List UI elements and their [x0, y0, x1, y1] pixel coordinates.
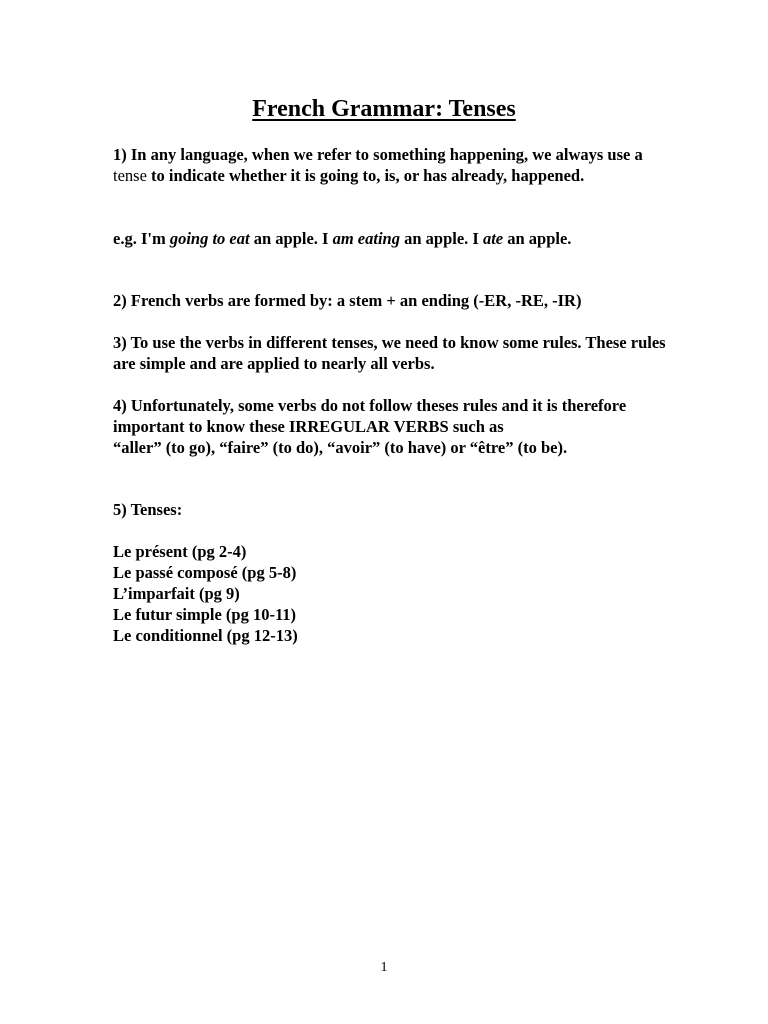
example-am-eating: am eating	[332, 229, 400, 248]
point-1-term-tense: tense	[113, 166, 147, 185]
example-going-to-eat: going to eat	[169, 229, 250, 248]
example-sentence	[113, 228, 673, 249]
list-item: Le futur simple (pg 10-11)	[113, 605, 297, 624]
page-number: 1	[380, 960, 388, 975]
point-4-text: 4) Unfortunately, some verbs do not follow theses rules and it is therefore important to know these IRREGULAR VERBS such as	[113, 396, 627, 436]
point-5-heading: 5) Tenses:	[113, 500, 183, 519]
example-text-g: an apple.	[503, 229, 572, 248]
point-1-text-a: 1) In any language, when we refer to something happening, we always use a	[113, 145, 643, 164]
example-text-e: an apple. I	[399, 229, 483, 248]
point-4-irregular-verbs: “aller” (to go), “faire” (to do), “avoir” (to have) or “être” (to be).	[113, 438, 568, 457]
list-item: L’imparfait (pg 9)	[113, 584, 240, 603]
point-3: 3) To use the verbs in different tenses, we need to know some rules. These rules are simple and are applied to nearly all verbs.	[113, 333, 666, 373]
example-ate: ate	[482, 229, 504, 248]
list-item: Le présent (pg 2-4)	[113, 542, 247, 561]
point-1	[113, 144, 673, 186]
point-4	[113, 395, 673, 458]
example-text-c: an apple. I	[249, 229, 333, 248]
example-text-a: e.g. I'm	[113, 229, 170, 248]
point-1-text-c: to indicate whether it is going to, is, or has already, happened.	[146, 166, 585, 185]
list-item: Le passé composé (pg 5-8)	[113, 563, 297, 582]
tenses-list	[113, 541, 673, 646]
list-item: Le conditionnel (pg 12-13)	[113, 626, 298, 645]
page-title: French Grammar: Tenses	[252, 96, 516, 122]
point-2: 2) French verbs are formed by: a stem + an ending (-ER, -RE, -IR)	[113, 291, 582, 310]
